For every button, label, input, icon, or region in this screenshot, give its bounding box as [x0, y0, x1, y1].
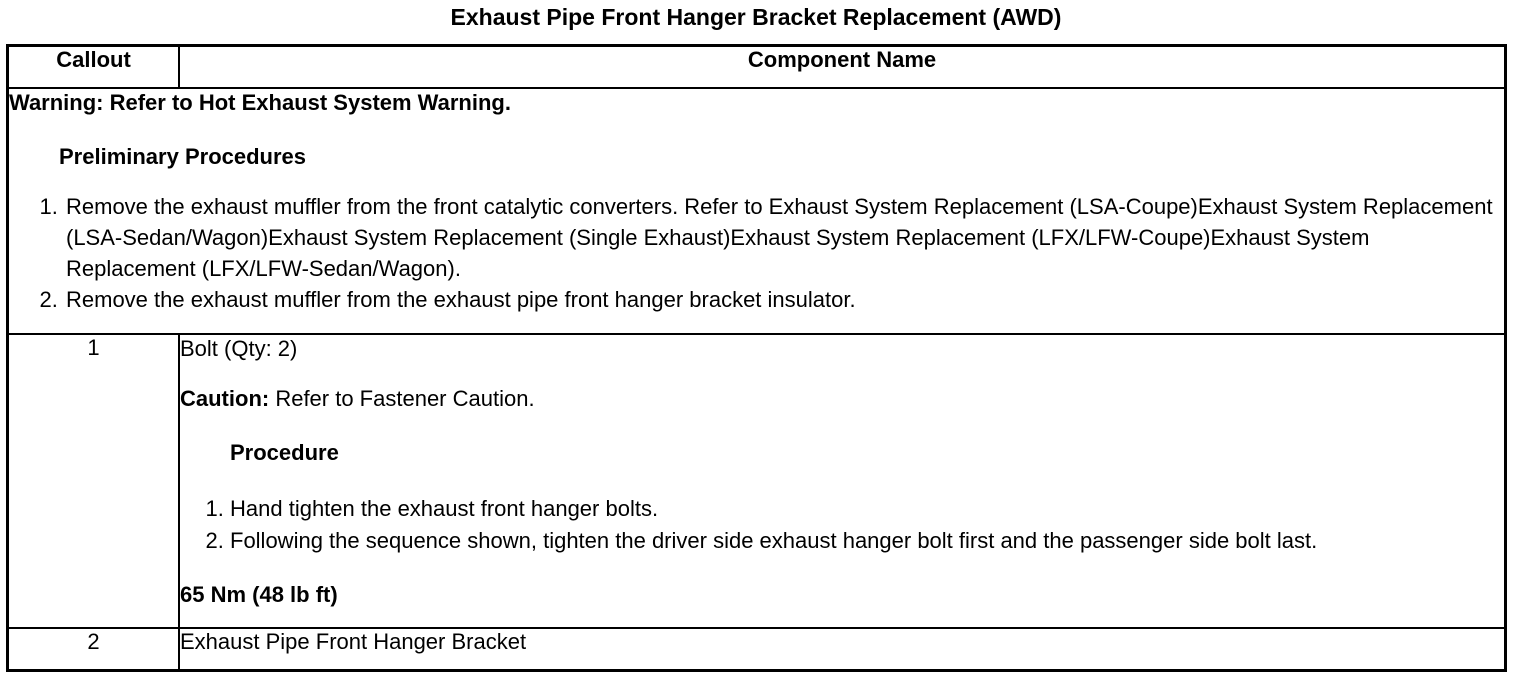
preliminary-heading: Preliminary Procedures: [59, 144, 307, 169]
preliminary-steps: [9, 191, 1504, 315]
procedure-step: 2. Following the sequence shown, tighten the driver side exhaust hanger bolt first and the passenger side bolt last.: [230, 525, 1504, 557]
preliminary-step: 2. Remove the exhaust muffler from the exhaust pipe front hanger bracket insulator.: [64, 284, 1504, 315]
table-header-row: [8, 46, 1506, 89]
page-title: Exhaust Pipe Front Hanger Bracket Replacement (AWD): [450, 4, 1062, 30]
procedure-heading: Procedure: [230, 440, 339, 465]
procedure-table: [6, 44, 1507, 672]
callout-number: 1: [8, 334, 180, 628]
procedure-steps: [180, 493, 1504, 557]
hot-exhaust-warning: Warning: Refer to Hot Exhaust System Warning.: [9, 90, 511, 115]
preliminary-row: [8, 88, 1506, 334]
header-component-name: Component Name: [179, 46, 1506, 89]
header-callout: Callout: [8, 46, 180, 89]
table-row: [8, 334, 1506, 628]
preliminary-cell: [8, 88, 1506, 334]
preliminary-step: 1. Remove the exhaust muffler from the front catalytic converters. Refer to Exhaust System Replacement (LSA-Coupe)Exhaust System Replacement (LSA-Sedan/Wagon)Exhaust System Replacement (Single Exhaust)Exhaust System Replacement (LFX/LFW-Coupe)Exhaust System Replacement (LFX/LFW-Sedan/Wagon).: [64, 191, 1504, 284]
torque-spec: 65 Nm (48 lb ft): [180, 582, 338, 607]
component-cell: [179, 334, 1506, 628]
procedure-step: 1. Hand tighten the exhaust front hanger bolts.: [230, 493, 1504, 525]
component-name: Exhaust Pipe Front Hanger Bracket: [179, 628, 1506, 671]
caution-label: Caution:: [180, 386, 270, 411]
caution-note: [180, 385, 1504, 413]
caution-text: Refer to Fastener Caution.: [269, 386, 535, 411]
callout-number: 2: [8, 628, 180, 671]
table-row: [8, 628, 1506, 671]
component-name: Bolt (Qty: 2): [180, 336, 298, 361]
